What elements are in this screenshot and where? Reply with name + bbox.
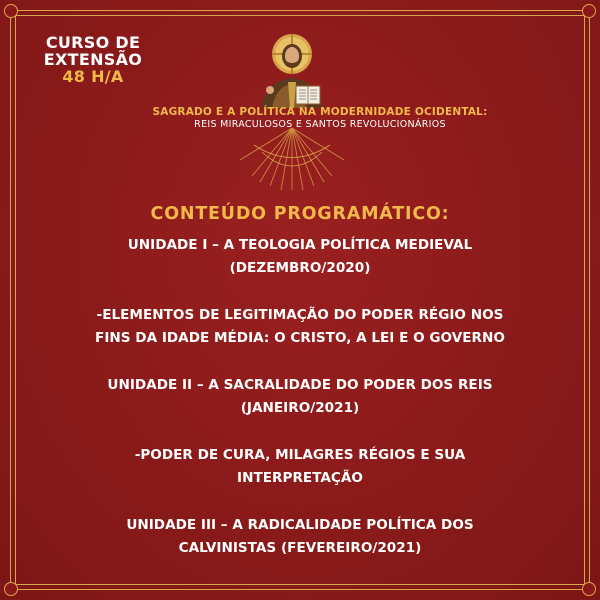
topic-1-line-2: FINS DA IDADE MÉDIA: O CRISTO, A LEI E O GOVERNO: [95, 330, 505, 346]
unit-3-line-1: UNIDADE III – A RADICALIDADE POLÍTICA DOS: [126, 517, 474, 533]
corner-ornament: [582, 582, 596, 596]
course-title-sub: REIS MIRACULOSOS E SANTOS REVOLUCIONÁRIOS: [194, 119, 446, 130]
course-title: [120, 106, 520, 130]
program-content: [40, 234, 560, 560]
unit-2-date: (JANEIRO/2021): [240, 400, 360, 416]
course-line-1: CURSO DE: [45, 33, 141, 52]
corner-ornament: [4, 582, 18, 596]
corner-ornament: [582, 4, 596, 18]
topic-2-line-2: INTERPRETAÇÃO: [237, 470, 363, 486]
section-heading: CONTEÚDO PROGRAMÁTICO:: [150, 204, 450, 224]
unit-3-line-2: CALVINISTAS (FEVEREIRO/2021): [178, 540, 422, 556]
course-line-2: EXTENSÃO: [43, 50, 143, 69]
topic-1-line-1: -ELEMENTOS DE LEGITIMAÇÃO DO PODER RÉGIO NOS: [96, 307, 504, 323]
corner-ornament: [4, 4, 18, 18]
topic-2-line-1: -PODER DE CURA, MILAGRES RÉGIOS E SUA: [134, 447, 466, 463]
unit-2-title: UNIDADE II – A SACRALIDADE DO PODER DOS REIS: [107, 377, 493, 393]
unit-1-title: UNIDADE I – A TEOLOGIA POLÍTICA MEDIEVAL: [127, 237, 473, 253]
course-title-main: SAGRADO E A POLÍTICA NA MODERNIDADE OCIDENTAL:: [152, 106, 488, 118]
course-hours: 48 H/A: [62, 67, 124, 86]
course-badge: [30, 34, 156, 85]
unit-1-date: (DEZEMBRO/2020): [229, 260, 371, 276]
